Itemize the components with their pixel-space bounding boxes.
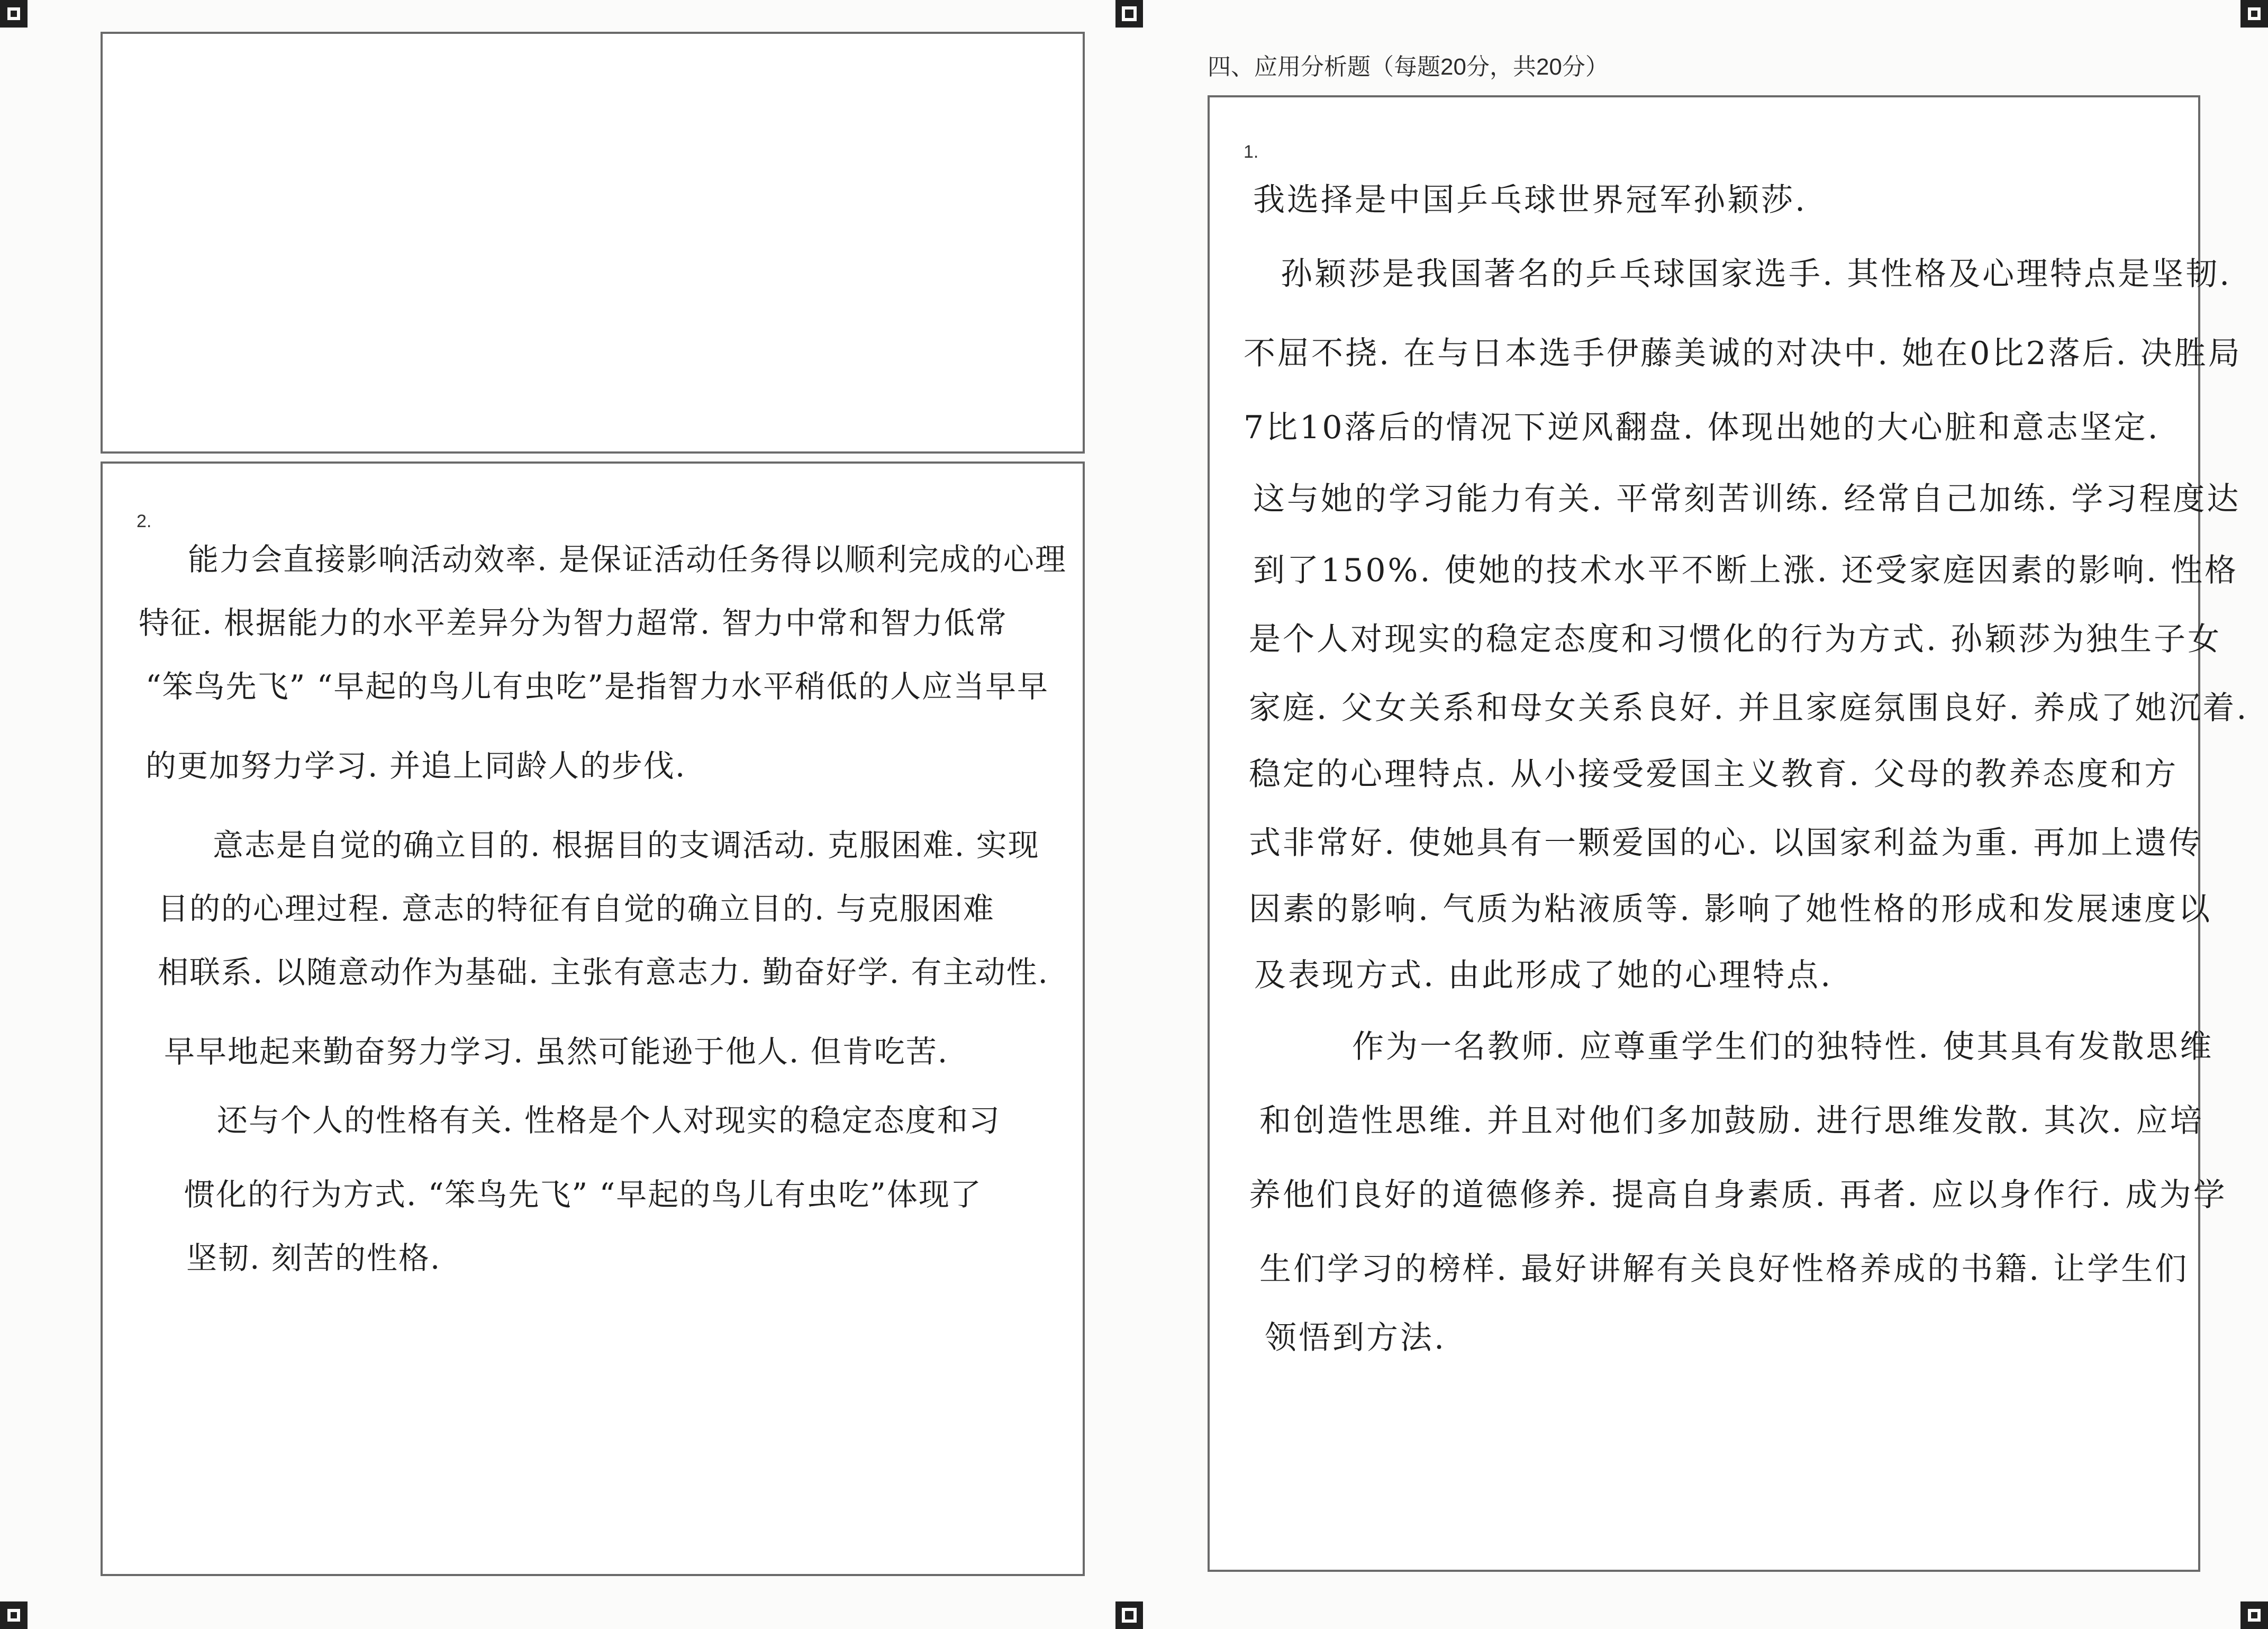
answer-line: 我选择是中国乒乓球世界冠军孙颖莎. [1253,182,1808,219]
answer-line: 惯化的行为方式. “笨鸟先飞” “早起的鸟儿有虫吃”体现了 [184,1177,982,1212]
registration-marker-top-left [0,0,28,28]
answer-line: 坚韧. 刻苦的性格. [186,1240,441,1276]
answer-line: 领悟到方法. [1265,1319,1447,1356]
answer-line: 是个人对现实的稳定态度和习惯化的行为方式. 孙颖莎为独生子女 [1249,621,2222,658]
answer-line: 和创造性思维. 并且对他们多加鼓励. 进行思维发散. 其次. 应培 [1259,1102,2204,1139]
answer-box-empty [101,32,1085,454]
answer-line: 式非常好. 使她具有一颗爱国的心. 以国家利益为重. 再加上遗传 [1249,825,2203,862]
answer-line: 7比10落后的情况下逆风翻盘. 体现出她的大心脏和意志坚定. [1244,409,2160,446]
answer-line: 养他们良好的道德修养. 提高自身素质. 再者. 应以身作行. 成为学 [1249,1177,2227,1214]
answer-line: 意志是自觉的确立目的. 根据目的支调活动. 克服困难. 实现 [213,827,1040,863]
answer-line: 生们学习的榜样. 最好讲解有关良好性格养成的书籍. 让学生们 [1259,1251,2189,1288]
answer-line: 孙颖莎是我国著名的乒乓球国家选手. 其性格及心理特点是坚韧. [1281,256,2232,293]
answer-line: 能力会直接影响活动效率. 是保证活动任务得以顺利完成的心理 [188,541,1067,577]
registration-marker-bottom-right [2240,1601,2268,1629]
answer-line: 还与个人的性格有关. 性格是个人对现实的稳定态度和习 [217,1102,1001,1138]
answer-line: 这与她的学习能力有关. 平常刻苦训练. 经常自己加练. 学习程度达 [1253,481,2241,518]
registration-marker-bottom-center [1115,1601,1143,1629]
answer-line: 家庭. 父女关系和母女关系良好. 并且家庭氛围良好. 养成了她沉着. [1249,690,2249,727]
answer-line: 早早地起来勤奋努力学习. 虽然可能逊于他人. 但肯吃苦. [164,1034,949,1070]
section-title: 四、应用分析题（每题20分，共20分） [1208,54,1609,80]
answer-line: 不屈不挠. 在与日本选手伊藤美诚的对决中. 她在0比2落后. 决胜局 [1244,335,2242,372]
answer-line: “笨鸟先飞” “早起的鸟儿有虫吃”是指智力水平稍低的人应当早早 [146,668,1049,704]
answer-line: 因素的影响. 气质为粘液质等. 影响了她性格的形成和发展速度以 [1249,891,2212,928]
answer-line: 及表现方式. 由此形成了她的心理特点. [1254,957,1833,994]
answer-line: 作为一名教师. 应尊重学生们的独特性. 使其具有发散思维 [1352,1028,2214,1065]
answer-line: 到了150%. 使她的技术水平不断上涨. 还受家庭因素的影响. 性格 [1253,552,2238,589]
answer-line: 的更加努力学习. 并追上同龄人的步伐. [146,748,686,784]
answer-line: 特征. 根据能力的水平差异分为智力超常. 智力中常和智力低常 [139,605,1008,641]
registration-marker-bottom-left [0,1601,28,1629]
question-number: 2. [137,511,152,531]
answer-line: 相联系. 以随意动作为基础. 主张有意志力. 勤奋好学. 有主动性. [158,954,1049,990]
question-number: 1. [1244,142,1259,162]
registration-marker-top-right [2240,0,2268,28]
answer-line: 稳定的心理特点. 从小接受爱国主义教育. 父母的教养态度和方 [1249,756,2179,793]
registration-marker-top-center [1115,0,1143,28]
answer-line: 目的的心理过程. 意志的特征有自觉的确立目的. 与克服困难 [158,891,995,927]
